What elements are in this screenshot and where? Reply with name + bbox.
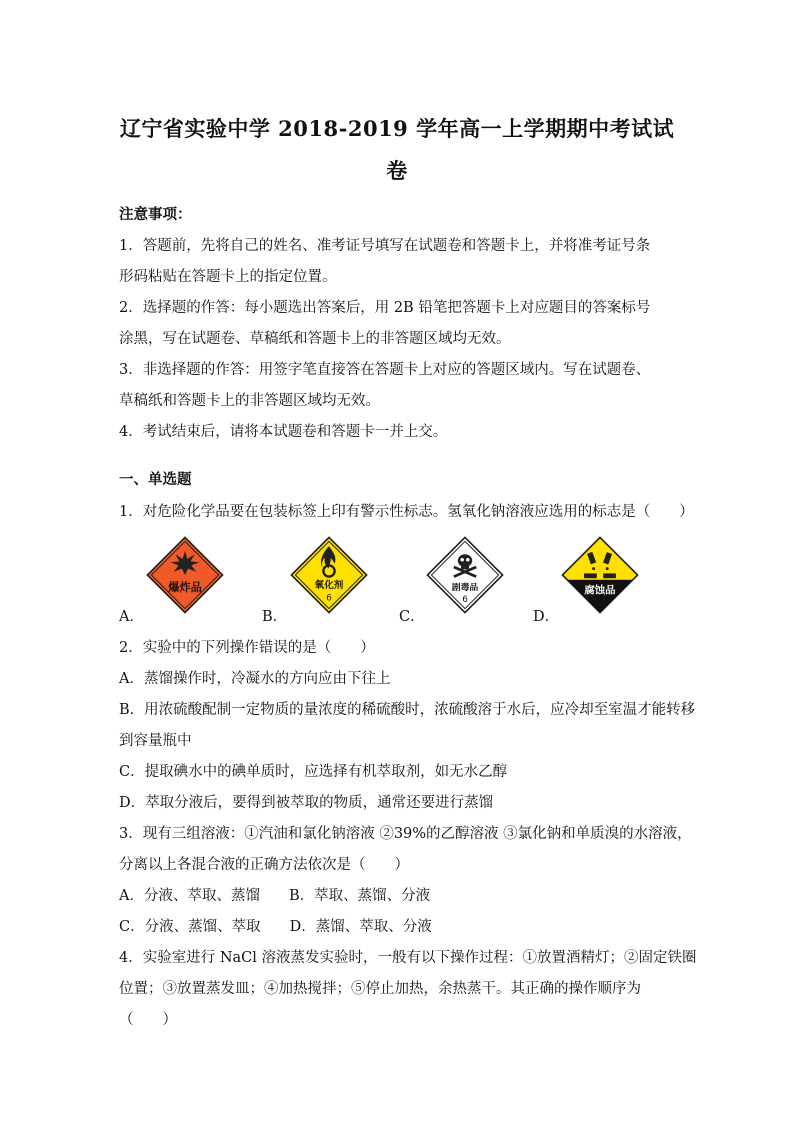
question-1-stem: 1．对危险化学品要在包装标签上印有警示性标志。氢氧化钠溶液应选用的标志是（ ） <box>119 504 694 520</box>
question-2-stem: 2．实验中的下列操作错误的是（ ） <box>119 640 375 656</box>
question-2-line: A．蒸馏操作时，冷凝水的方向应由下往上 <box>119 671 391 687</box>
sign-label: 腐蚀品 <box>584 584 616 597</box>
notice-line: 1．答题前，先将自己的姓名、准考证号填写在试题卷和答题卡上，并将准考证号条 <box>119 238 651 254</box>
page-title-line1: 辽宁省实验中学 2018-2019 学年高一上学期期中考试试 <box>119 116 675 141</box>
oxidizer-hazard-sign <box>289 535 369 615</box>
notice-line: 3．非选择题的作答：用签字笔直接答在答题卡上对应的答题区域内。写在试题卷、 <box>119 362 651 378</box>
question-3-line: A．分液、萃取、蒸馏 B．萃取、蒸馏、分液 <box>119 888 431 904</box>
toxic-hazard-sign <box>425 535 505 615</box>
question-4-line: 位置；③放置蒸发皿；④加热搅拌；⑤停止加热，余热蒸干。其正确的操作顺序为 <box>119 981 641 997</box>
question-2-line: D．萃取分液后，要得到被萃取的物质，通常还要进行蒸馏 <box>119 795 494 811</box>
notice-heading: 注意事项： <box>119 206 192 223</box>
notice-line: 形码粘贴在答题卡上的指定位置。 <box>119 269 337 285</box>
question-4-line: （ ） <box>119 1012 177 1028</box>
sign-label: 氧化剂 <box>314 579 344 591</box>
question-3-line: 3．现有三组溶液：①汽油和氯化钠溶液 ②39%的乙醇溶液 ③氯化钠和单质溴的水溶液， <box>119 826 692 842</box>
explosive-hazard-sign <box>145 535 225 615</box>
option-b-label: B． <box>262 609 288 625</box>
sign-label: 剧毒品 <box>451 583 479 594</box>
section-heading: 一、单选题 <box>119 471 192 488</box>
corrosive-hazard-sign <box>560 535 640 615</box>
notice-line: 2．选择题的作答：每小题选出答案后，用 2B 铅笔把答题卡上对应题目的答案标号 <box>119 300 651 316</box>
question-2-line: 到容量瓶中 <box>119 733 192 749</box>
option-d-label: D． <box>533 609 560 625</box>
option-a-label: A． <box>119 609 144 625</box>
page-title-line2: 卷 <box>386 158 408 183</box>
question-3-line: C．分液、蒸馏、萃取 D．蒸馏、萃取、分液 <box>119 919 432 935</box>
option-c-label: C． <box>399 609 425 625</box>
notice-line: 4．考试结束后，请将本试题卷和答题卡一并上交。 <box>119 424 448 440</box>
question-3-line: 分离以上各混合液的正确方法依次是（ ） <box>119 857 409 873</box>
question-4-line: 4．实验室进行 NaCl 溶液蒸发实验时，一般有以下操作过程：①放置酒精灯；②固定铁圈 <box>119 950 697 966</box>
question-2-line: C．提取碘水中的碘单质时，应选择有机萃取剂，如无水乙醇 <box>119 764 508 780</box>
notice-line: 草稿纸和答题卡上的非答题区域均无效。 <box>119 393 380 409</box>
sign-label: 爆炸品 <box>168 581 202 594</box>
question-2-line: B．用浓硫酸配制一定物质的量浓度的稀硫酸时，浓硫酸溶于水后，应冷却至室温才能转移 <box>119 702 696 718</box>
sign-class-number: 6 <box>462 595 468 606</box>
notice-line: 涂黑，写在试题卷、草稿纸和答题卡上的非答题区域均无效。 <box>119 331 511 347</box>
sign-class-number: 6 <box>326 593 332 604</box>
